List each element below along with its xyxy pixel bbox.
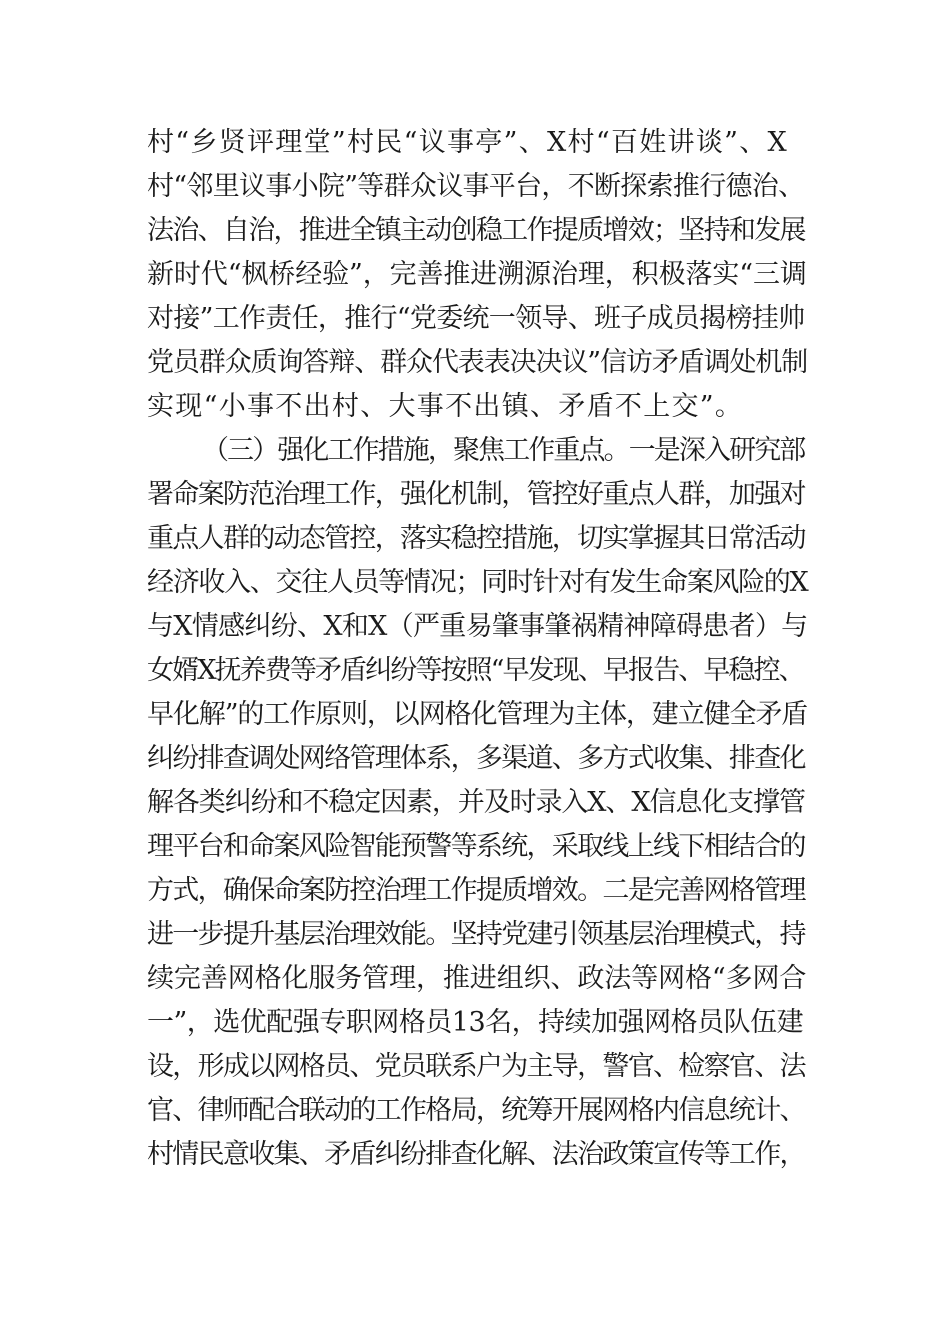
text-line: 进一步提升基层治理效能。坚持党建引领基层治理模式，持 bbox=[147, 919, 805, 950]
text-line: 村“乡贤评理堂”村民“议事亭”、X村“百姓讲谈”、X bbox=[147, 127, 789, 158]
text-line: 重点人群的动态管控，落实稳控措施，切实掌握其日常活动 bbox=[147, 523, 805, 554]
text-line: 理平台和命案风险智能预警等系统，采取线上线下相结合的 bbox=[147, 831, 805, 862]
text-line: 经济收入、交往人员等情况；同时针对有发生命案风险的X bbox=[147, 567, 808, 598]
text-line: 实现“小事不出村、大事不出镇、矛盾不上交”。 bbox=[147, 391, 744, 422]
text-line: 法治、自治，推进全镇主动创稳工作提质增效；坚持和发展 bbox=[147, 215, 805, 246]
text-line: 新时代“枫桥经验”，完善推进溯源治理，积极落实“三调 bbox=[147, 259, 807, 290]
text-line: 与X情感纠纷、X和X（严重易肇事肇祸精神障碍患者）与 bbox=[147, 611, 808, 642]
text-line: 设，形成以网格员、党员联系户为主导，警官、检察官、法 bbox=[147, 1051, 805, 1082]
text-line: 早化解”的工作原则，以网格化管理为主体，建立健全矛盾 bbox=[147, 699, 808, 730]
text-line: 党员群众质询答辩、群众代表表决决议”信访矛盾调处机制 bbox=[147, 347, 808, 378]
text-line: 纠纷排查调处网络管理体系，多渠道、多方式收集、排查化 bbox=[147, 743, 805, 774]
text-line: 续完善网格化服务管理，推进组织、政法等网格“多网合 bbox=[147, 963, 807, 994]
text-line: 官、律师配合联动的工作格局，统筹开展网格内信息统计、 bbox=[147, 1095, 805, 1126]
text-line: 对接”工作责任，推行“党委统一领导、班子成员揭榜挂帅 bbox=[147, 303, 805, 334]
text-line: 女婿X抚养费等矛盾纠纷等按照“早发现、早报告、早稳控、 bbox=[147, 655, 804, 686]
text-line: 署命案防范治理工作，强化机制，管控好重点人群，加强对 bbox=[147, 479, 805, 510]
text-line: 村“邻里议事小院”等群众议事平台，不断探索推行德治、 bbox=[147, 171, 805, 202]
text-line: 一”，选优配强专职网格员13名，持续加强网格员队伍建 bbox=[147, 1007, 804, 1038]
text-line: 方式，确保命案防控治理工作提质增效。二是完善网格管理 bbox=[147, 875, 805, 906]
text-line: 解各类纠纷和不稳定因素，并及时录入X、X信息化支撑管 bbox=[147, 787, 805, 818]
section-heading-line: （三）强化工作措施，聚焦工作重点。一是深入研究部 bbox=[202, 435, 805, 466]
text-line: 村情民意收集、矛盾纠纷排查化解、法治政策宣传等工作， bbox=[147, 1139, 805, 1170]
